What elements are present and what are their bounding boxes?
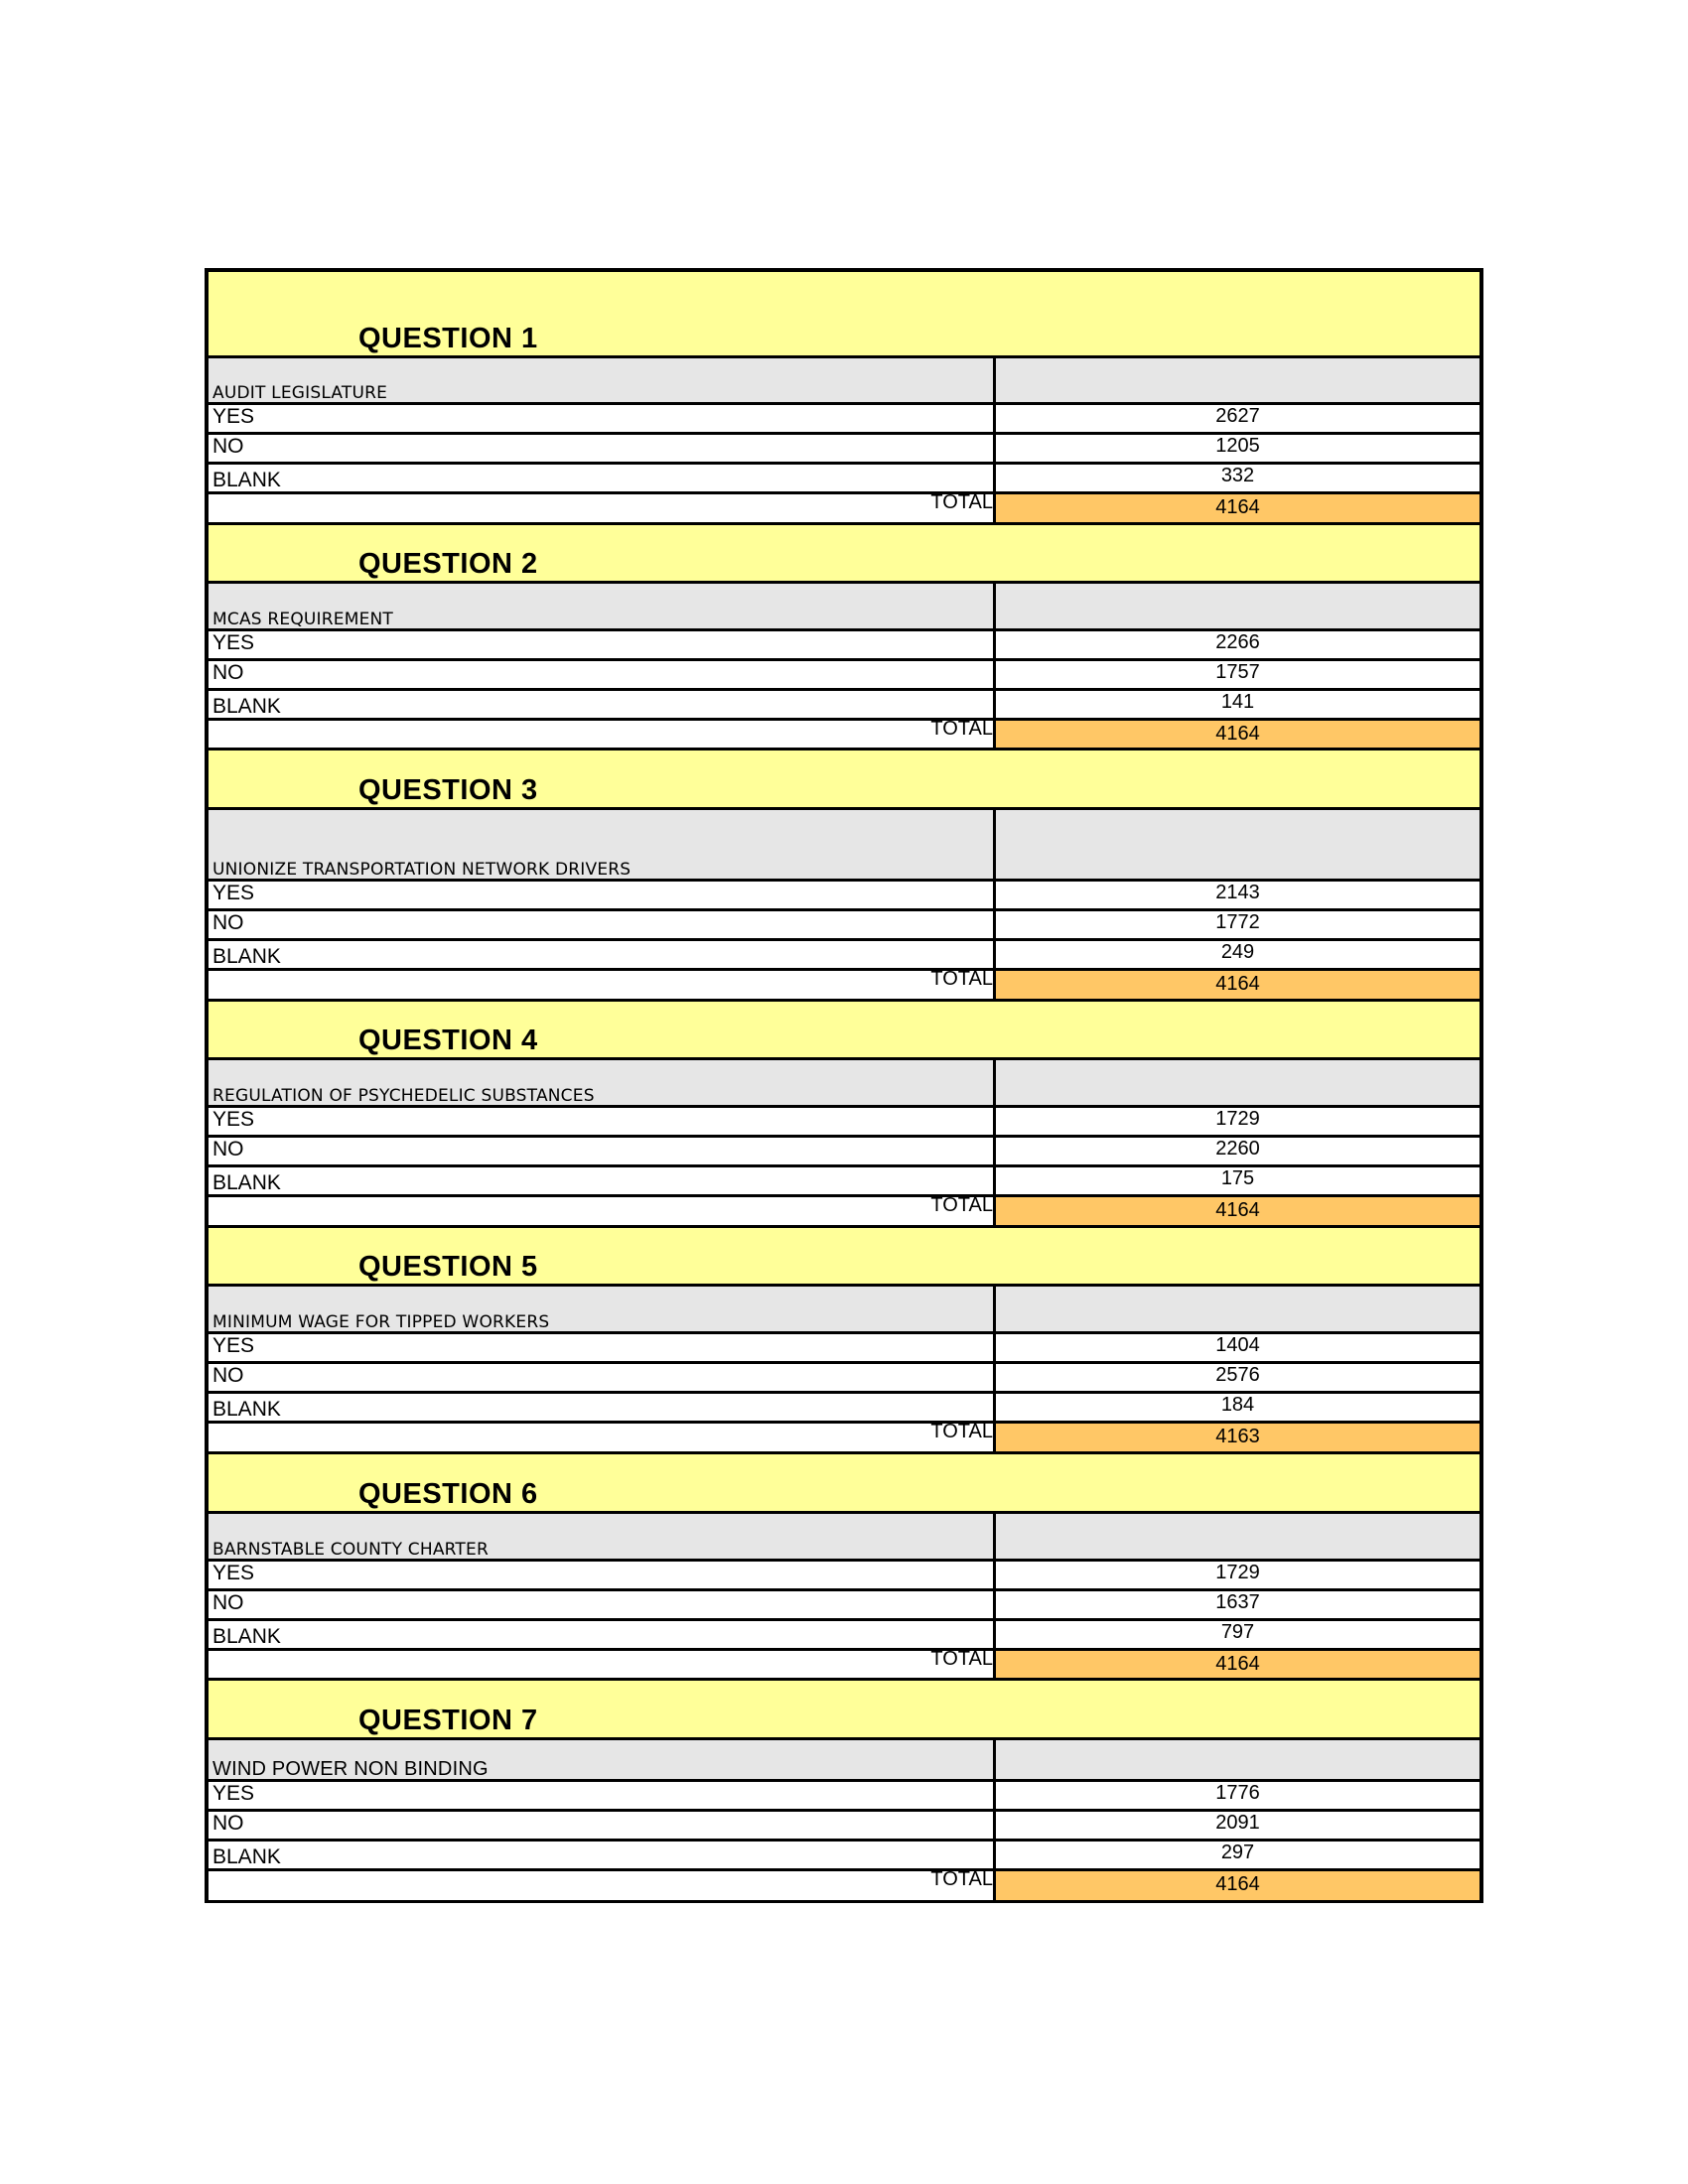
option-count: 1205 xyxy=(1215,435,1260,457)
question-block-6 xyxy=(209,1454,1479,1681)
option-row-yes xyxy=(209,631,1479,661)
total-row xyxy=(209,1648,1479,1681)
option-count: 332 xyxy=(1220,465,1255,486)
option-row-blank xyxy=(209,1394,1479,1424)
option-count: 2266 xyxy=(1215,631,1260,653)
question-header xyxy=(209,1454,1479,1514)
total-row xyxy=(209,1194,1479,1228)
option-row-no xyxy=(209,661,1479,691)
question-header xyxy=(209,525,1479,584)
option-row-no xyxy=(209,1591,1479,1621)
question-description: MINIMUM WAGE FOR TIPPED WORKERS xyxy=(212,1312,550,1332)
option-row-blank xyxy=(209,1167,1479,1197)
option-label: NO xyxy=(212,1591,244,1614)
question-header xyxy=(209,1681,1479,1740)
description-value-cell xyxy=(996,358,1479,402)
question-header xyxy=(209,751,1479,810)
total-count: 4163 xyxy=(1215,1426,1260,1447)
question-block-1 xyxy=(209,272,1479,525)
option-label: BLANK xyxy=(212,1845,281,1868)
option-row-no xyxy=(209,1364,1479,1394)
option-label: BLANK xyxy=(212,1625,281,1648)
option-row-yes xyxy=(209,1334,1479,1364)
question-block-2 xyxy=(209,525,1479,751)
question-title: QUESTION 7 xyxy=(358,1705,538,1736)
description-value-cell xyxy=(996,810,1479,879)
question-title: QUESTION 5 xyxy=(358,1251,538,1283)
option-row-blank xyxy=(209,465,1479,494)
option-label: YES xyxy=(212,631,255,654)
question-description: WIND POWER NON BINDING xyxy=(212,1758,489,1780)
question-block-7 xyxy=(209,1681,1479,1900)
option-count: 1772 xyxy=(1215,911,1260,933)
option-count: 797 xyxy=(1220,1621,1255,1643)
option-count: 2143 xyxy=(1215,882,1260,903)
total-label: TOTAL xyxy=(930,968,993,990)
option-count: 249 xyxy=(1220,941,1255,963)
option-count: 2260 xyxy=(1215,1138,1260,1160)
description-row xyxy=(209,1740,1479,1782)
option-row-no xyxy=(209,1812,1479,1842)
question-title: QUESTION 2 xyxy=(358,548,538,580)
option-count: 1729 xyxy=(1215,1562,1260,1583)
question-description: AUDIT LEGISLATURE xyxy=(212,383,388,403)
total-label: TOTAL xyxy=(930,1194,993,1216)
option-row-yes xyxy=(209,1782,1479,1812)
option-row-blank xyxy=(209,691,1479,721)
ballot-results-table xyxy=(205,268,1483,1903)
option-label: NO xyxy=(212,661,244,684)
option-count: 1776 xyxy=(1215,1782,1260,1804)
description-row xyxy=(209,810,1479,882)
option-label: YES xyxy=(212,1108,255,1131)
description-value-cell xyxy=(996,1514,1479,1559)
option-label: NO xyxy=(212,435,244,458)
question-block-3 xyxy=(209,751,1479,1002)
option-count: 184 xyxy=(1220,1394,1255,1416)
option-row-blank xyxy=(209,941,1479,971)
option-label: YES xyxy=(212,1782,255,1805)
option-row-yes xyxy=(209,882,1479,911)
option-label: BLANK xyxy=(212,945,281,968)
total-count: 4164 xyxy=(1215,1653,1260,1675)
total-label: TOTAL xyxy=(930,1648,993,1670)
total-count: 4164 xyxy=(1215,973,1260,995)
option-count: 2091 xyxy=(1215,1812,1260,1834)
total-row xyxy=(209,1868,1479,1900)
option-label: NO xyxy=(212,1364,244,1387)
option-label: YES xyxy=(212,1334,255,1357)
question-description: UNIONIZE TRANSPORTATION NETWORK DRIVERS xyxy=(212,860,632,880)
option-count: 2627 xyxy=(1215,405,1260,427)
question-description: BARNSTABLE COUNTY CHARTER xyxy=(212,1540,489,1560)
question-header xyxy=(209,1228,1479,1287)
option-label: NO xyxy=(212,1812,244,1835)
total-label: TOTAL xyxy=(930,491,993,513)
question-title: QUESTION 4 xyxy=(358,1024,538,1056)
option-count: 1404 xyxy=(1215,1334,1260,1356)
option-label: NO xyxy=(212,1138,244,1160)
description-value-cell xyxy=(996,1287,1479,1331)
description-value-cell xyxy=(996,1060,1479,1105)
option-label: BLANK xyxy=(212,695,281,718)
description-row xyxy=(209,1060,1479,1108)
option-label: BLANK xyxy=(212,1398,281,1421)
total-label: TOTAL xyxy=(930,718,993,740)
total-label: TOTAL xyxy=(930,1421,993,1442)
question-description: MCAS REQUIREMENT xyxy=(212,610,394,629)
option-count: 2576 xyxy=(1215,1364,1260,1386)
option-count: 141 xyxy=(1220,691,1255,713)
option-row-no xyxy=(209,1138,1479,1167)
question-title: QUESTION 3 xyxy=(358,774,538,806)
total-row xyxy=(209,968,1479,1002)
option-row-blank xyxy=(209,1842,1479,1871)
total-count: 4164 xyxy=(1215,496,1260,518)
option-label: YES xyxy=(212,1562,255,1584)
option-row-yes xyxy=(209,1108,1479,1138)
option-row-blank xyxy=(209,1621,1479,1651)
option-row-no xyxy=(209,435,1479,465)
option-label: BLANK xyxy=(212,1171,281,1194)
option-row-yes xyxy=(209,405,1479,435)
option-row-yes xyxy=(209,1562,1479,1591)
option-count: 1637 xyxy=(1215,1591,1260,1613)
description-value-cell xyxy=(996,584,1479,628)
description-row xyxy=(209,1287,1479,1334)
total-row xyxy=(209,491,1479,525)
option-label: YES xyxy=(212,405,255,428)
total-count: 4164 xyxy=(1215,1199,1260,1221)
total-row xyxy=(209,1421,1479,1454)
option-count: 297 xyxy=(1220,1842,1255,1863)
total-count: 4164 xyxy=(1215,1873,1260,1895)
option-label: YES xyxy=(212,882,255,904)
question-header xyxy=(209,1002,1479,1060)
question-block-5 xyxy=(209,1228,1479,1454)
option-count: 175 xyxy=(1220,1167,1255,1189)
question-description: REGULATION OF PSYCHEDELIC SUBSTANCES xyxy=(212,1086,595,1106)
option-count: 1757 xyxy=(1215,661,1260,683)
option-count: 1729 xyxy=(1215,1108,1260,1130)
option-row-no xyxy=(209,911,1479,941)
option-label: NO xyxy=(212,911,244,934)
option-label: BLANK xyxy=(212,469,281,491)
question-header xyxy=(209,272,1479,358)
description-row xyxy=(209,584,1479,631)
question-title: QUESTION 1 xyxy=(358,323,538,354)
description-value-cell xyxy=(996,1740,1479,1779)
total-row xyxy=(209,718,1479,751)
description-row xyxy=(209,358,1479,405)
question-title: QUESTION 6 xyxy=(358,1478,538,1510)
description-row xyxy=(209,1514,1479,1562)
total-count: 4164 xyxy=(1215,723,1260,745)
question-block-4 xyxy=(209,1002,1479,1228)
total-label: TOTAL xyxy=(930,1868,993,1890)
